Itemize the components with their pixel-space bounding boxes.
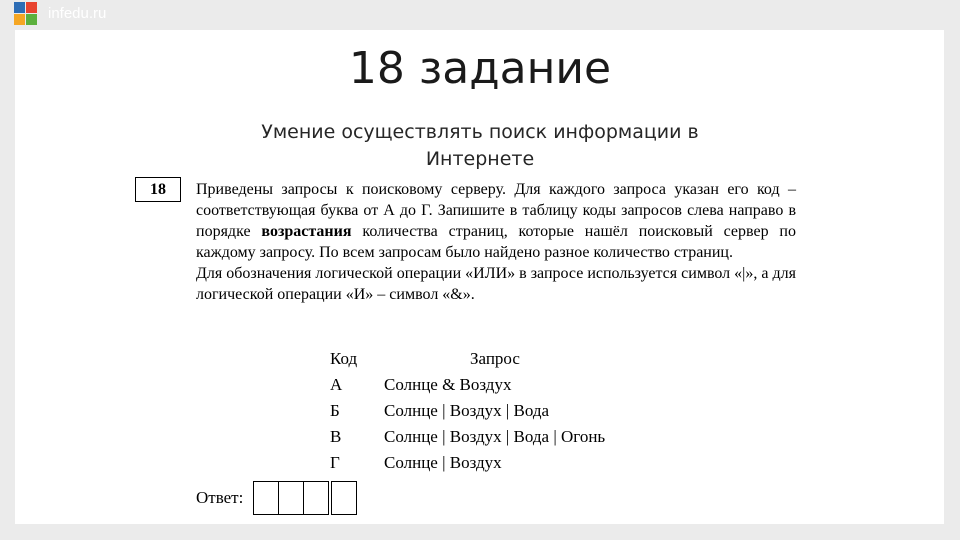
infedu-logo-icon <box>14 2 38 26</box>
slide-title: 18 задание <box>348 43 612 94</box>
task-statement <box>196 179 796 305</box>
header-code: Код <box>330 349 358 368</box>
task-paragraph-1-start: Приведены запросы к поисковому серверу. Для каждого запроса указан его код – соответствующая буква от А до Г. Запишите в таблицу коды запросов слева направо в порядке <box>196 181 796 240</box>
row-query: Солнце | Воздух | Вода <box>384 401 550 420</box>
brand-name: infedu.ru <box>48 5 107 22</box>
row-code: Б <box>330 401 340 420</box>
answer-cell-3[interactable] <box>303 481 329 515</box>
task-paragraph-1-end: количества страниц, которые нашёл поисковый сервер по каждому запросу. По всем запросам было найдено разное количество страниц. <box>196 223 796 261</box>
slide-subtitle: Умение осуществлять поиск информации в Интернете <box>261 121 699 170</box>
row-query: Солнце | Воздух <box>384 453 502 472</box>
row-code: Г <box>330 453 340 472</box>
task-paragraph-1-bold: возрастания <box>261 223 352 240</box>
row-query: Солнце & Воздух <box>384 375 512 394</box>
answer-cell-2[interactable] <box>278 481 304 515</box>
answer-cell-1[interactable] <box>253 481 279 515</box>
row-code: В <box>330 427 342 446</box>
header-query: Запрос <box>470 349 520 368</box>
answer-label: Ответ: <box>196 488 244 507</box>
task-paragraph-1 <box>196 179 796 263</box>
answer-cell-4[interactable] <box>331 481 357 515</box>
task-number-box: 18 <box>135 177 181 202</box>
task-paragraph-2: Для обозначения логической операции «ИЛИ» в запросе используется символ «|», а для логической операции «И» – символ «&». <box>196 265 796 303</box>
row-query: Солнце | Воздух | Вода | Огонь <box>384 427 606 446</box>
row-code: А <box>330 375 343 394</box>
